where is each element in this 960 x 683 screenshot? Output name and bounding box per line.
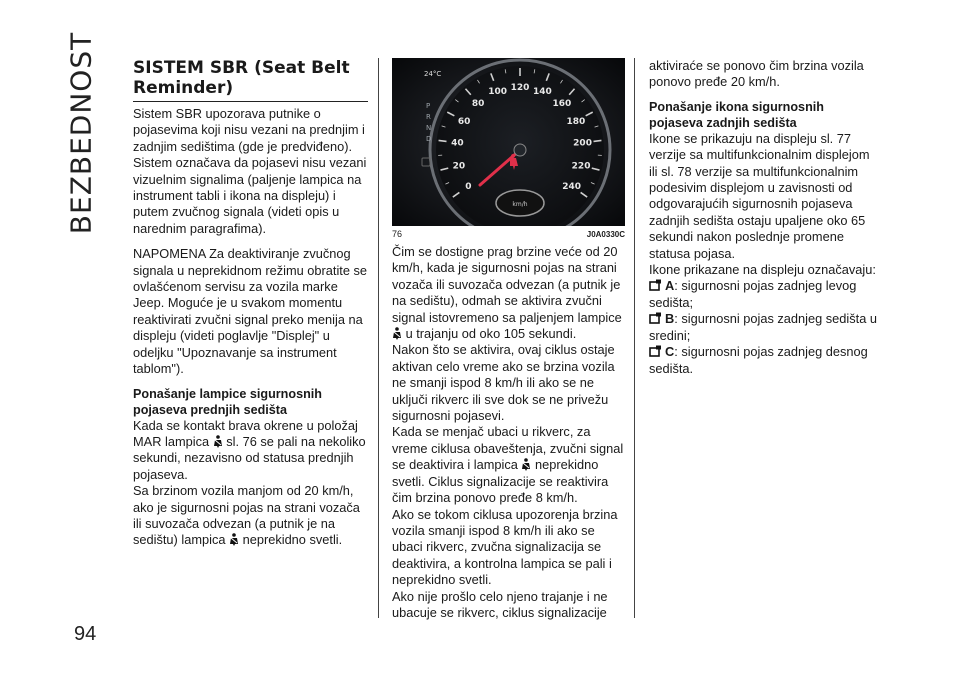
speed-unit: km/h [512,201,528,208]
paragraph: Nakon što se aktivira, ovaj ciklus ostaje aktivan celo vreme ako se brzina vozila ne smanji ispod 8 km/h ili ako se ne uključi rikverc ili sve dok se ne privežu sigurnosni pojasevi. [392,342,615,424]
paragraph: Ako se tokom ciklusa upozorenja brzina vozila smanji ispod 8 km/h ili ako se ubaci rikverc, zvučna signalizacija se deaktivira, a kontrolna lampica se pali i neprekidno svetli. [392,506,618,588]
speed-tick-label: 80 [471,98,485,109]
speed-tick-label: 140 [533,87,552,98]
paragraph: Ako nije prošlo celo njeno trajanje i ne ubacuje se rikverc, ciklus signalizacije [392,588,608,620]
gear-letter: R [426,113,431,121]
column-2 [392,58,625,621]
speed-tick [439,140,447,141]
speed-tick-label: 40 [451,138,464,149]
paragraph: Ikone se prikazuju na displeju sl. 77 verzije sa multifunkcionalnim displejom ili sl. 78 verzije sa multifunkcionalnim podesivim displejom u zavisnosti od odgovarajućih sigurnosnih pojaseva zadnjih sedišta ostaju upaljene oko 65 sekundi nakon poslednje promene statusa pojasa. [649,130,870,261]
list-item: B: sigurnosni pojas zadnjeg sedišta u sredini; [649,311,877,343]
page-number: 94 [74,623,97,645]
rear-seatbelt-icon [649,279,662,291]
speed-tick-label: 160 [552,98,572,109]
paragraph: Sistem SBR upozorava putnike o pojasevima koji nisu vezani na prednjim i zadnjim sedištima (gde je predviđeno). Sistem označava da pojasevi nisu vezani vizuelnim signalima (paljenje lampica na instrument tabli i ikona na displeju) i putem zvučnog signala (videti opis u narednim paragrafima). [133,106,367,236]
seatbelt-icon [392,327,402,340]
list-item: A: sigurnosni pojas zadnjeg levog sedišta; [649,278,857,310]
column-divider [378,58,379,618]
column-divider [634,58,635,618]
temperature-readout: 24°C [424,70,442,78]
subheading: Ponašanje ikona sigurnosnih pojaseva zadnjih sedišta [649,99,824,130]
speed-tick-label: 200 [573,138,592,149]
speed-tick-label: 180 [566,116,586,127]
seatbelt-icon [229,533,239,546]
seatbelt-icon [521,458,531,471]
figure-caption [392,229,625,240]
figure-code: J0A0330C [586,230,625,239]
gear-letter: N [426,124,432,132]
speed-tick-label: 0 [465,182,472,193]
rear-seatbelt-icon [649,345,662,357]
list-item: C: sigurnosni pojas zadnjeg desnog sedišta. [649,344,868,376]
seatbelt-icon [213,435,223,448]
speed-tick-label: 60 [457,116,471,127]
speed-tick-label: 100 [488,87,507,98]
icon-legend-list [649,278,879,376]
paragraph: aktiviraće se ponovo čim brzina vozila ponovo pređe 20 km/h. [649,58,864,90]
paragraph: Čim se dostigne prag brzine veće od 20 km/h, kada je sigurnosni pojas na strani vozača ili suvozača odvezan (a putnik je na sedištu), odmah se aktivira zvučni signal istovremeno sa paljenjem lampice u trajanju od oko 105 sekundi. [392,244,622,342]
speedometer-figure [392,58,625,226]
paragraph: Ikone prikazane na displeju označavaju: [649,262,876,278]
section-title: SISTEM SBR (Seat Belt Reminder) [133,58,368,102]
gear-letter: P [426,102,431,110]
column-3 [649,58,879,377]
speed-tick [593,140,601,141]
speed-tick-label: 240 [562,182,582,193]
speed-tick-label: 120 [510,83,530,93]
speed-tick-label: 20 [452,161,466,172]
paragraph: Kada se kontakt brava okrene u položaj MAR lampica sl. 76 se pali na nekoliko sekundi, nezavisno od statusa prednjih pojaseva. [133,417,366,482]
chapter-side-label: BEZBEDNOST [64,31,98,234]
gear-letter: D [426,135,432,143]
speedometer-image [392,58,625,226]
note-paragraph: NAPOMENA Za deaktiviranje zvučnog signala u neprekidnom režimu obratite se ovlašćenom servisu za vozila marke Jeep. Moguće je u svakom momentu reaktivirati zvučni signal preko menija na displeju (videti poglavlje "Displej" u odeljku "Upoznavanje sa instrument tablom"). [133,246,368,377]
figure-number: 76 [392,229,403,239]
paragraph: Sa brzinom vozila manjom od 20 km/h, ako je sigurnosni pojas na strani vozača ili suvozača odvezan (a putnik je na sedištu) lampica neprekidno svetli. [133,483,360,548]
rear-seatbelt-icon [649,312,662,324]
subheading: Ponašanje lampice sigurnosnih pojaseva prednjih sedišta [133,386,322,417]
speed-tick-label: 220 [571,161,591,172]
paragraph: Kada se menjač ubaci u rikverc, za vreme ciklusa obaveštenja, zvučni signal se deaktivira i lampica neprekidno svetli. Ciklus signalizacije se reaktivira čim brzina ponovo pređe 8 km/h. [392,424,624,506]
column-1 [133,58,368,549]
